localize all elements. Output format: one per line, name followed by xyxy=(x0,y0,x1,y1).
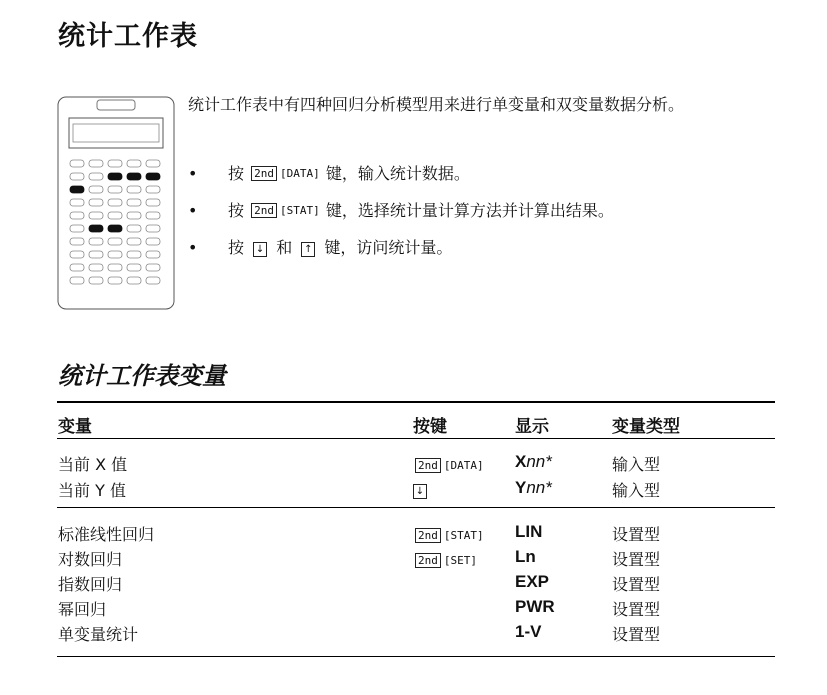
keystroke xyxy=(413,549,478,568)
calculator-key-icon xyxy=(70,173,84,180)
key-stat: [ STAT ] xyxy=(279,204,321,217)
calculator-key-icon xyxy=(127,199,141,206)
instruction-text: 和 xyxy=(276,238,293,257)
calculator-key-icon xyxy=(70,199,84,206)
down-arrow-key-icon: ↓ xyxy=(253,242,267,257)
section-title: 统计工作表变量 xyxy=(58,362,226,390)
key-stat: [ STAT ] xyxy=(443,529,485,542)
variable-name: 单变量统计 xyxy=(58,625,139,644)
calculator-key-icon xyxy=(146,186,160,193)
bullet-dot: • xyxy=(188,238,198,257)
variable-name: 对数回归 xyxy=(58,550,123,569)
calculator-key-icon xyxy=(108,212,122,219)
header-display: 显示 xyxy=(515,417,549,437)
intro-paragraph: 统计工作表中有四种回归分析模型用来进行单变量和双变量数据分析。 xyxy=(188,95,685,114)
table-row xyxy=(0,478,827,502)
variable-name: 指数回归 xyxy=(58,575,123,594)
table-header-rule xyxy=(57,438,775,439)
calculator-key-icon xyxy=(146,277,160,284)
display-label: LIN xyxy=(515,522,543,541)
calculator-key-icon xyxy=(146,225,160,232)
calculator-key-icon xyxy=(89,186,103,193)
calculator-key-icon xyxy=(108,173,122,180)
calculator-key-icon xyxy=(89,264,103,271)
instruction-list xyxy=(188,163,788,274)
key-data: [ DATA ] xyxy=(279,167,321,180)
calculator-key-icon xyxy=(127,160,141,167)
variable-name: 当前 X 值 xyxy=(58,455,128,474)
display-label: Xnn* xyxy=(515,452,552,471)
instruction-text: 按 xyxy=(228,201,245,220)
calculator-key-icon xyxy=(146,238,160,245)
calculator-key-icon xyxy=(146,264,160,271)
key-2nd: 2nd xyxy=(415,458,441,473)
calculator-key-icon xyxy=(108,225,122,232)
calculator-key-icon xyxy=(127,173,141,180)
calculator-key-icon xyxy=(70,238,84,245)
calculator-key-icon xyxy=(89,212,103,219)
variable-name: 幂回归 xyxy=(58,600,107,619)
variable-type: 输入型 xyxy=(612,455,661,474)
variable-type: 设置型 xyxy=(612,525,661,544)
calculator-key-icon xyxy=(89,199,103,206)
table-row xyxy=(0,622,827,646)
variable-type: 设置型 xyxy=(612,600,661,619)
key-2nd: 2nd xyxy=(251,203,277,218)
display-label: 1-V xyxy=(515,622,542,641)
keystroke xyxy=(413,480,431,499)
bullet-dot: • xyxy=(188,164,198,183)
key-2nd: 2nd xyxy=(415,553,441,568)
keystroke xyxy=(413,454,485,473)
calculator-key-icon xyxy=(108,238,122,245)
variable-name: 标准线性回归 xyxy=(58,525,155,544)
calculator-key-icon xyxy=(89,225,103,232)
instruction-text: 按 xyxy=(228,164,245,183)
key-set: [ SET ] xyxy=(443,554,478,567)
instruction-text: 键，输入统计数据。 xyxy=(325,164,470,183)
bullet-dot: • xyxy=(188,201,198,220)
calculator-key-icon xyxy=(70,212,84,219)
calculator-key-icon xyxy=(70,277,84,284)
calculator-key-icon xyxy=(108,160,122,167)
calculator-key-icon xyxy=(146,173,160,180)
calculator-key-icon xyxy=(89,238,103,245)
calculator-key-icon xyxy=(108,199,122,206)
display-label: Ynn* xyxy=(515,478,552,497)
calculator-key-icon xyxy=(70,225,84,232)
up-arrow-key-icon: ↑ xyxy=(301,242,315,257)
calculator-key-icon xyxy=(146,251,160,258)
display-suffix: nn* xyxy=(526,452,552,471)
calculator-key-icon xyxy=(127,277,141,284)
calculator-key-icon xyxy=(127,212,141,219)
calculator-key-icon xyxy=(70,251,84,258)
variable-type: 设置型 xyxy=(612,550,661,569)
down-arrow-key-icon: ↓ xyxy=(413,484,427,499)
instruction-text: 按 xyxy=(228,238,245,257)
page-title: 统计工作表 xyxy=(58,21,198,52)
calculator-key-icon xyxy=(127,238,141,245)
table-row xyxy=(0,547,827,571)
instruction-text: 键，选择统计量计算方法并计算出结果。 xyxy=(325,201,614,220)
header-variable: 变量 xyxy=(58,417,92,437)
calculator-key-icon xyxy=(127,251,141,258)
table-row xyxy=(0,597,827,621)
header-type: 变量类型 xyxy=(612,417,680,437)
header-keys: 按键 xyxy=(413,417,447,437)
instruction-text: 键，访问统计量。 xyxy=(324,238,453,257)
calculator-key-icon xyxy=(70,160,84,167)
calculator-key-icon xyxy=(127,186,141,193)
calculator-key-icon xyxy=(127,264,141,271)
key-2nd: 2nd xyxy=(251,166,277,181)
calculator-key-icon xyxy=(108,277,122,284)
calculator-key-icon xyxy=(89,251,103,258)
calculator-key-icon xyxy=(108,264,122,271)
display-label: Ln xyxy=(515,547,536,566)
table-top-rule xyxy=(57,401,775,403)
instruction-item-stat xyxy=(188,200,788,222)
variable-type: 输入型 xyxy=(612,481,661,500)
keystroke xyxy=(413,524,485,543)
variable-name: 当前 Y 值 xyxy=(58,481,126,500)
calculator-key-icon xyxy=(146,199,160,206)
variable-type: 设置型 xyxy=(612,575,661,594)
instruction-item-data xyxy=(188,163,788,185)
table-group-rule xyxy=(57,507,775,508)
calculator-key-icon xyxy=(146,212,160,219)
calculator-illustration xyxy=(57,96,175,310)
instruction-item-arrows xyxy=(188,237,788,259)
key-data: [ DATA ] xyxy=(443,459,485,472)
calculator-key-icon xyxy=(89,173,103,180)
calculator-key-icon xyxy=(89,277,103,284)
table-row xyxy=(0,452,827,476)
table-bottom-rule xyxy=(57,656,775,657)
display-label: EXP xyxy=(515,572,550,591)
variable-type: 设置型 xyxy=(612,625,661,644)
calculator-key-icon xyxy=(70,186,84,193)
calculator-key-icon xyxy=(89,160,103,167)
table-row xyxy=(0,572,827,596)
calculator-key-icon xyxy=(146,160,160,167)
calculator-key-icon xyxy=(108,186,122,193)
calculator-key-icon xyxy=(70,264,84,271)
key-2nd: 2nd xyxy=(415,528,441,543)
table-row xyxy=(0,522,827,546)
calculator-key-icon xyxy=(108,251,122,258)
calculator-key-icon xyxy=(127,225,141,232)
display-label: PWR xyxy=(515,597,555,616)
display-suffix: nn* xyxy=(526,478,552,497)
